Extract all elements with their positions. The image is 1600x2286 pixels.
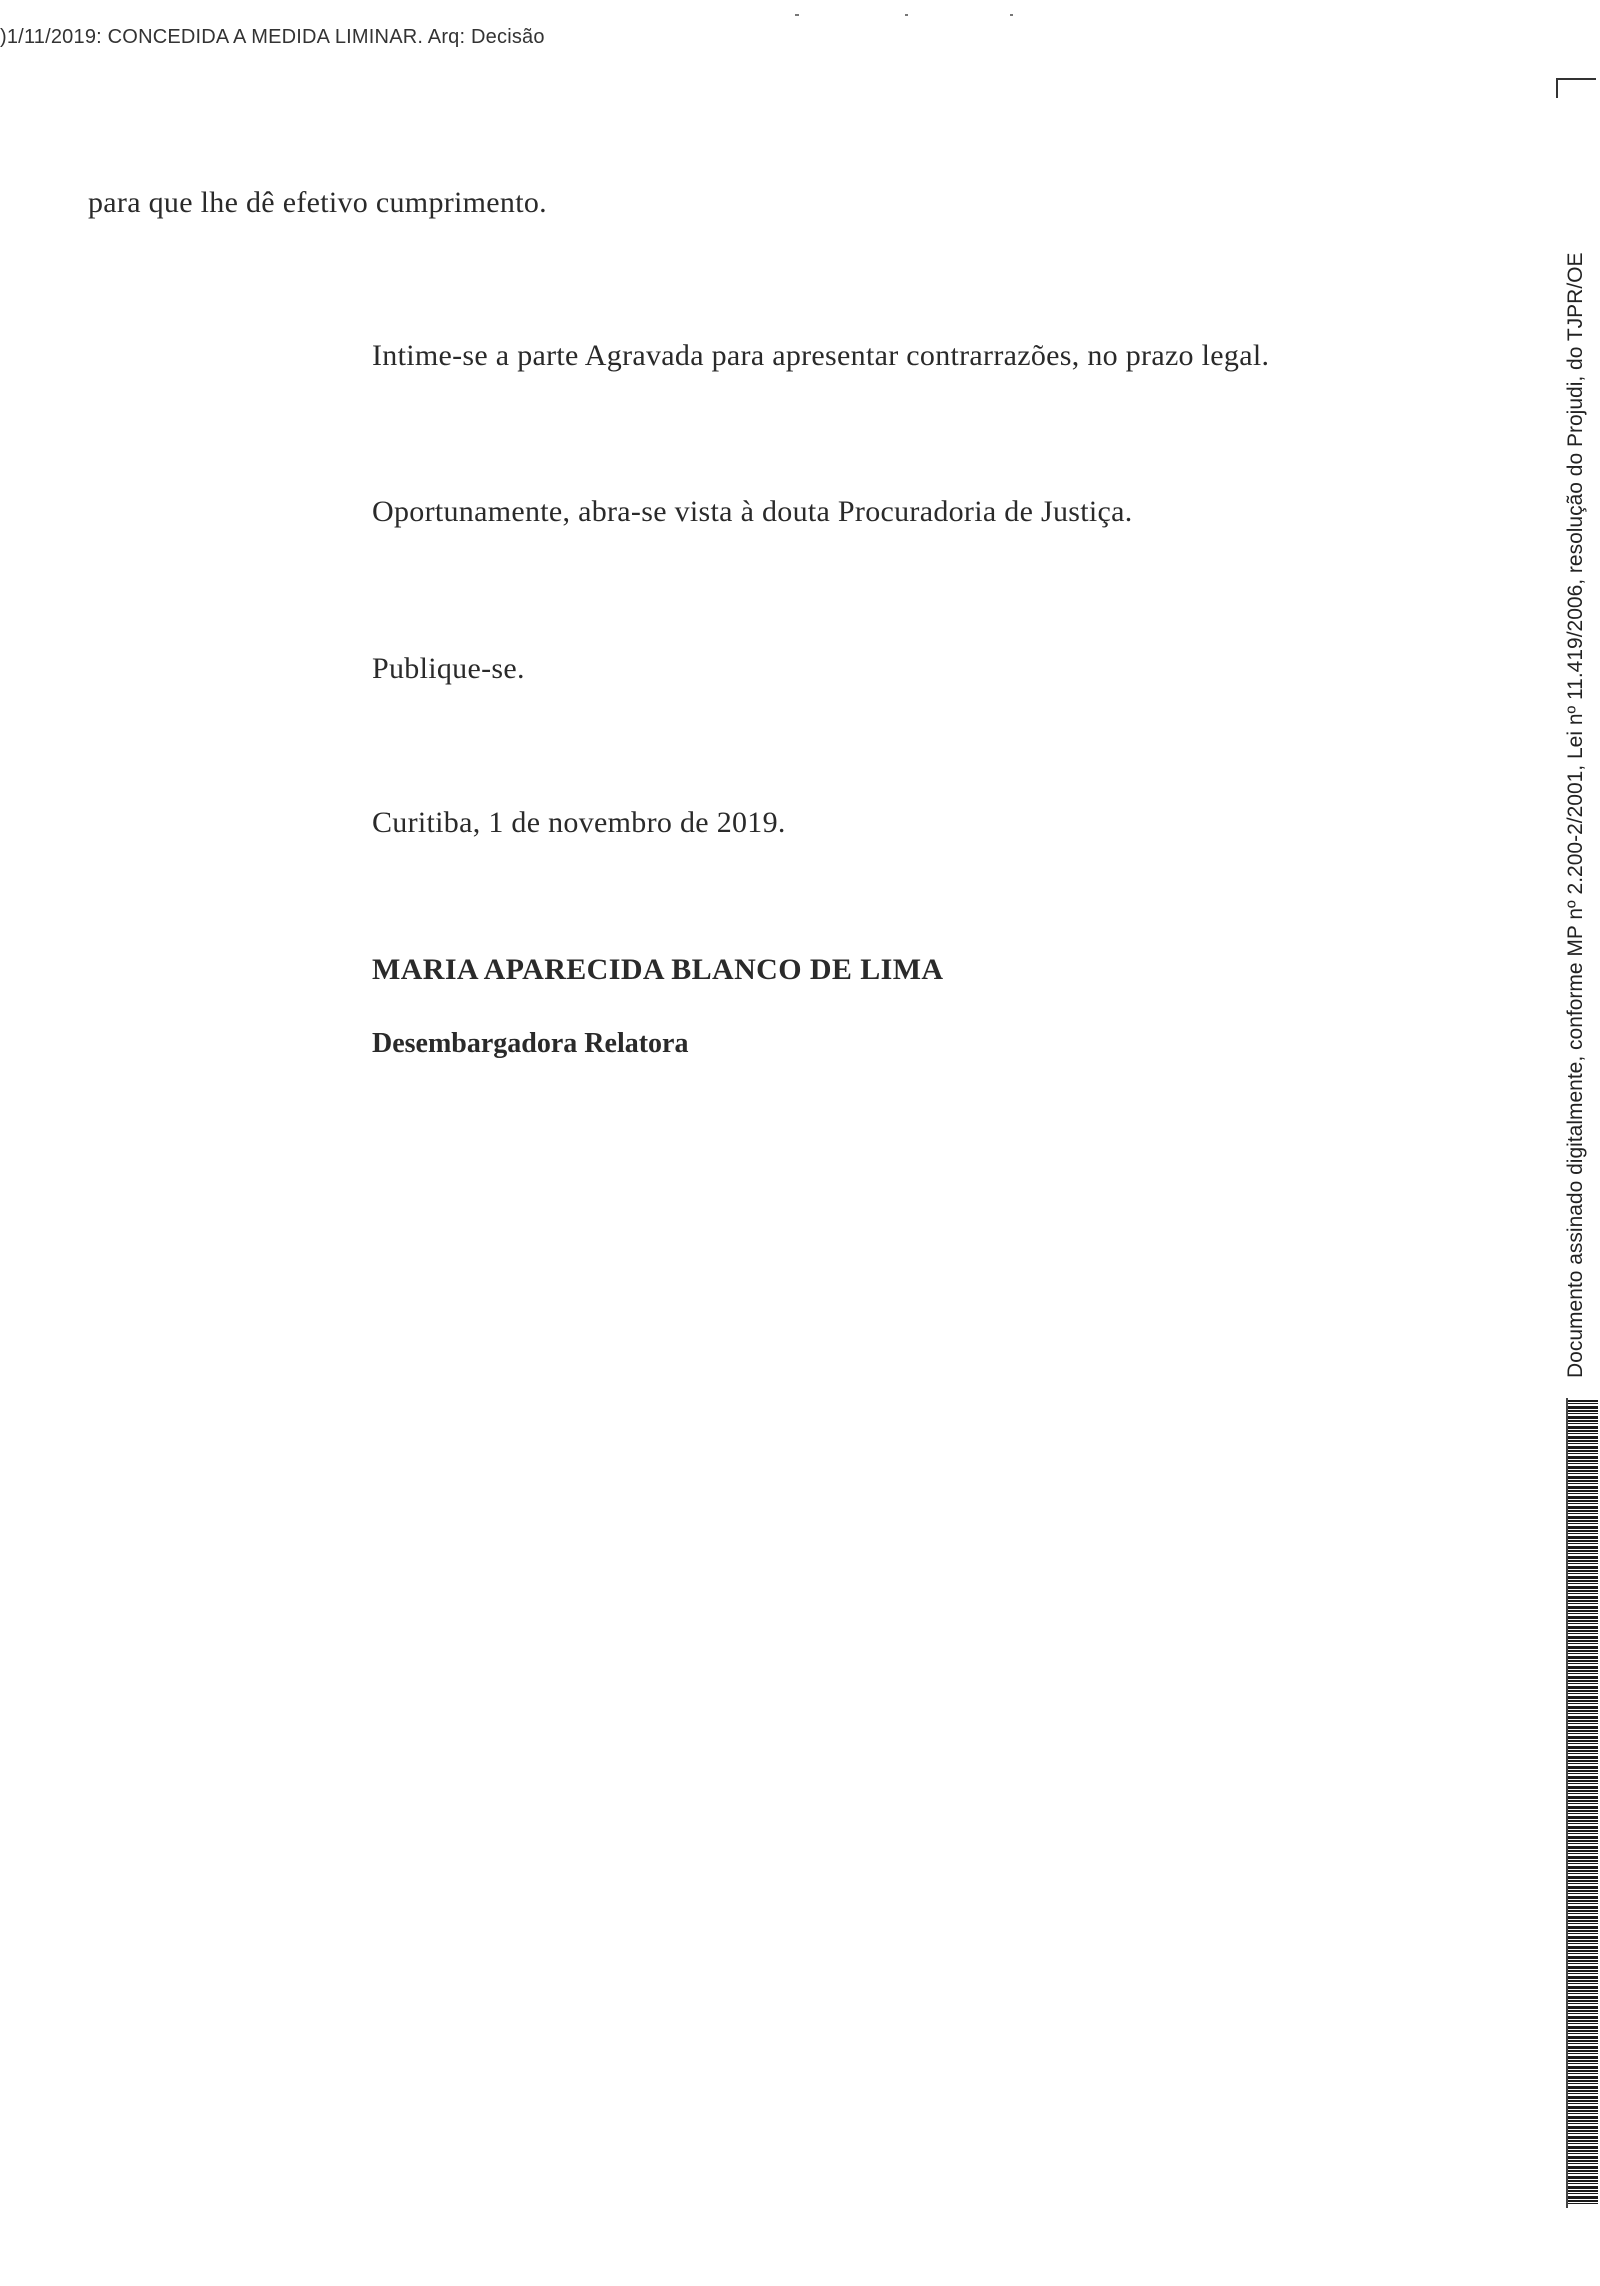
scan-artifact [1010, 14, 1013, 16]
signer-role: Desembargadora Relatora [372, 1028, 689, 1059]
barcode [1568, 1400, 1598, 2206]
paragraph-compliance: para que lhe dê efetivo cumprimento. [88, 186, 547, 219]
paragraph-publish: Publique-se. [372, 652, 525, 685]
document-header: )1/11/2019: CONCEDIDA A MEDIDA LIMINAR. Arq: Decisão [0, 26, 545, 48]
scan-artifact [795, 14, 799, 16]
signer-name: MARIA APARECIDA BLANCO DE LIMA [372, 953, 944, 986]
paragraph-notify-appellee: Intime-se a parte Agravada para apresentar contrarrazões, no prazo legal. [372, 339, 1270, 372]
paragraph-place-date: Curitiba, 1 de novembro de 2019. [372, 806, 786, 839]
scan-artifact [905, 14, 908, 16]
side-bracket [1556, 78, 1558, 98]
side-bracket [1556, 78, 1596, 80]
digital-signature-notice: Documento assinado digitalmente, conforme MP nº 2.200-2/2001, Lei nº 11.419/2006, resolução do Projudi, do TJPR/OE [1564, 252, 1587, 1378]
paragraph-prosecutor: Oportunamente, abra-se vista à douta Procuradoria de Justiça. [372, 495, 1133, 528]
